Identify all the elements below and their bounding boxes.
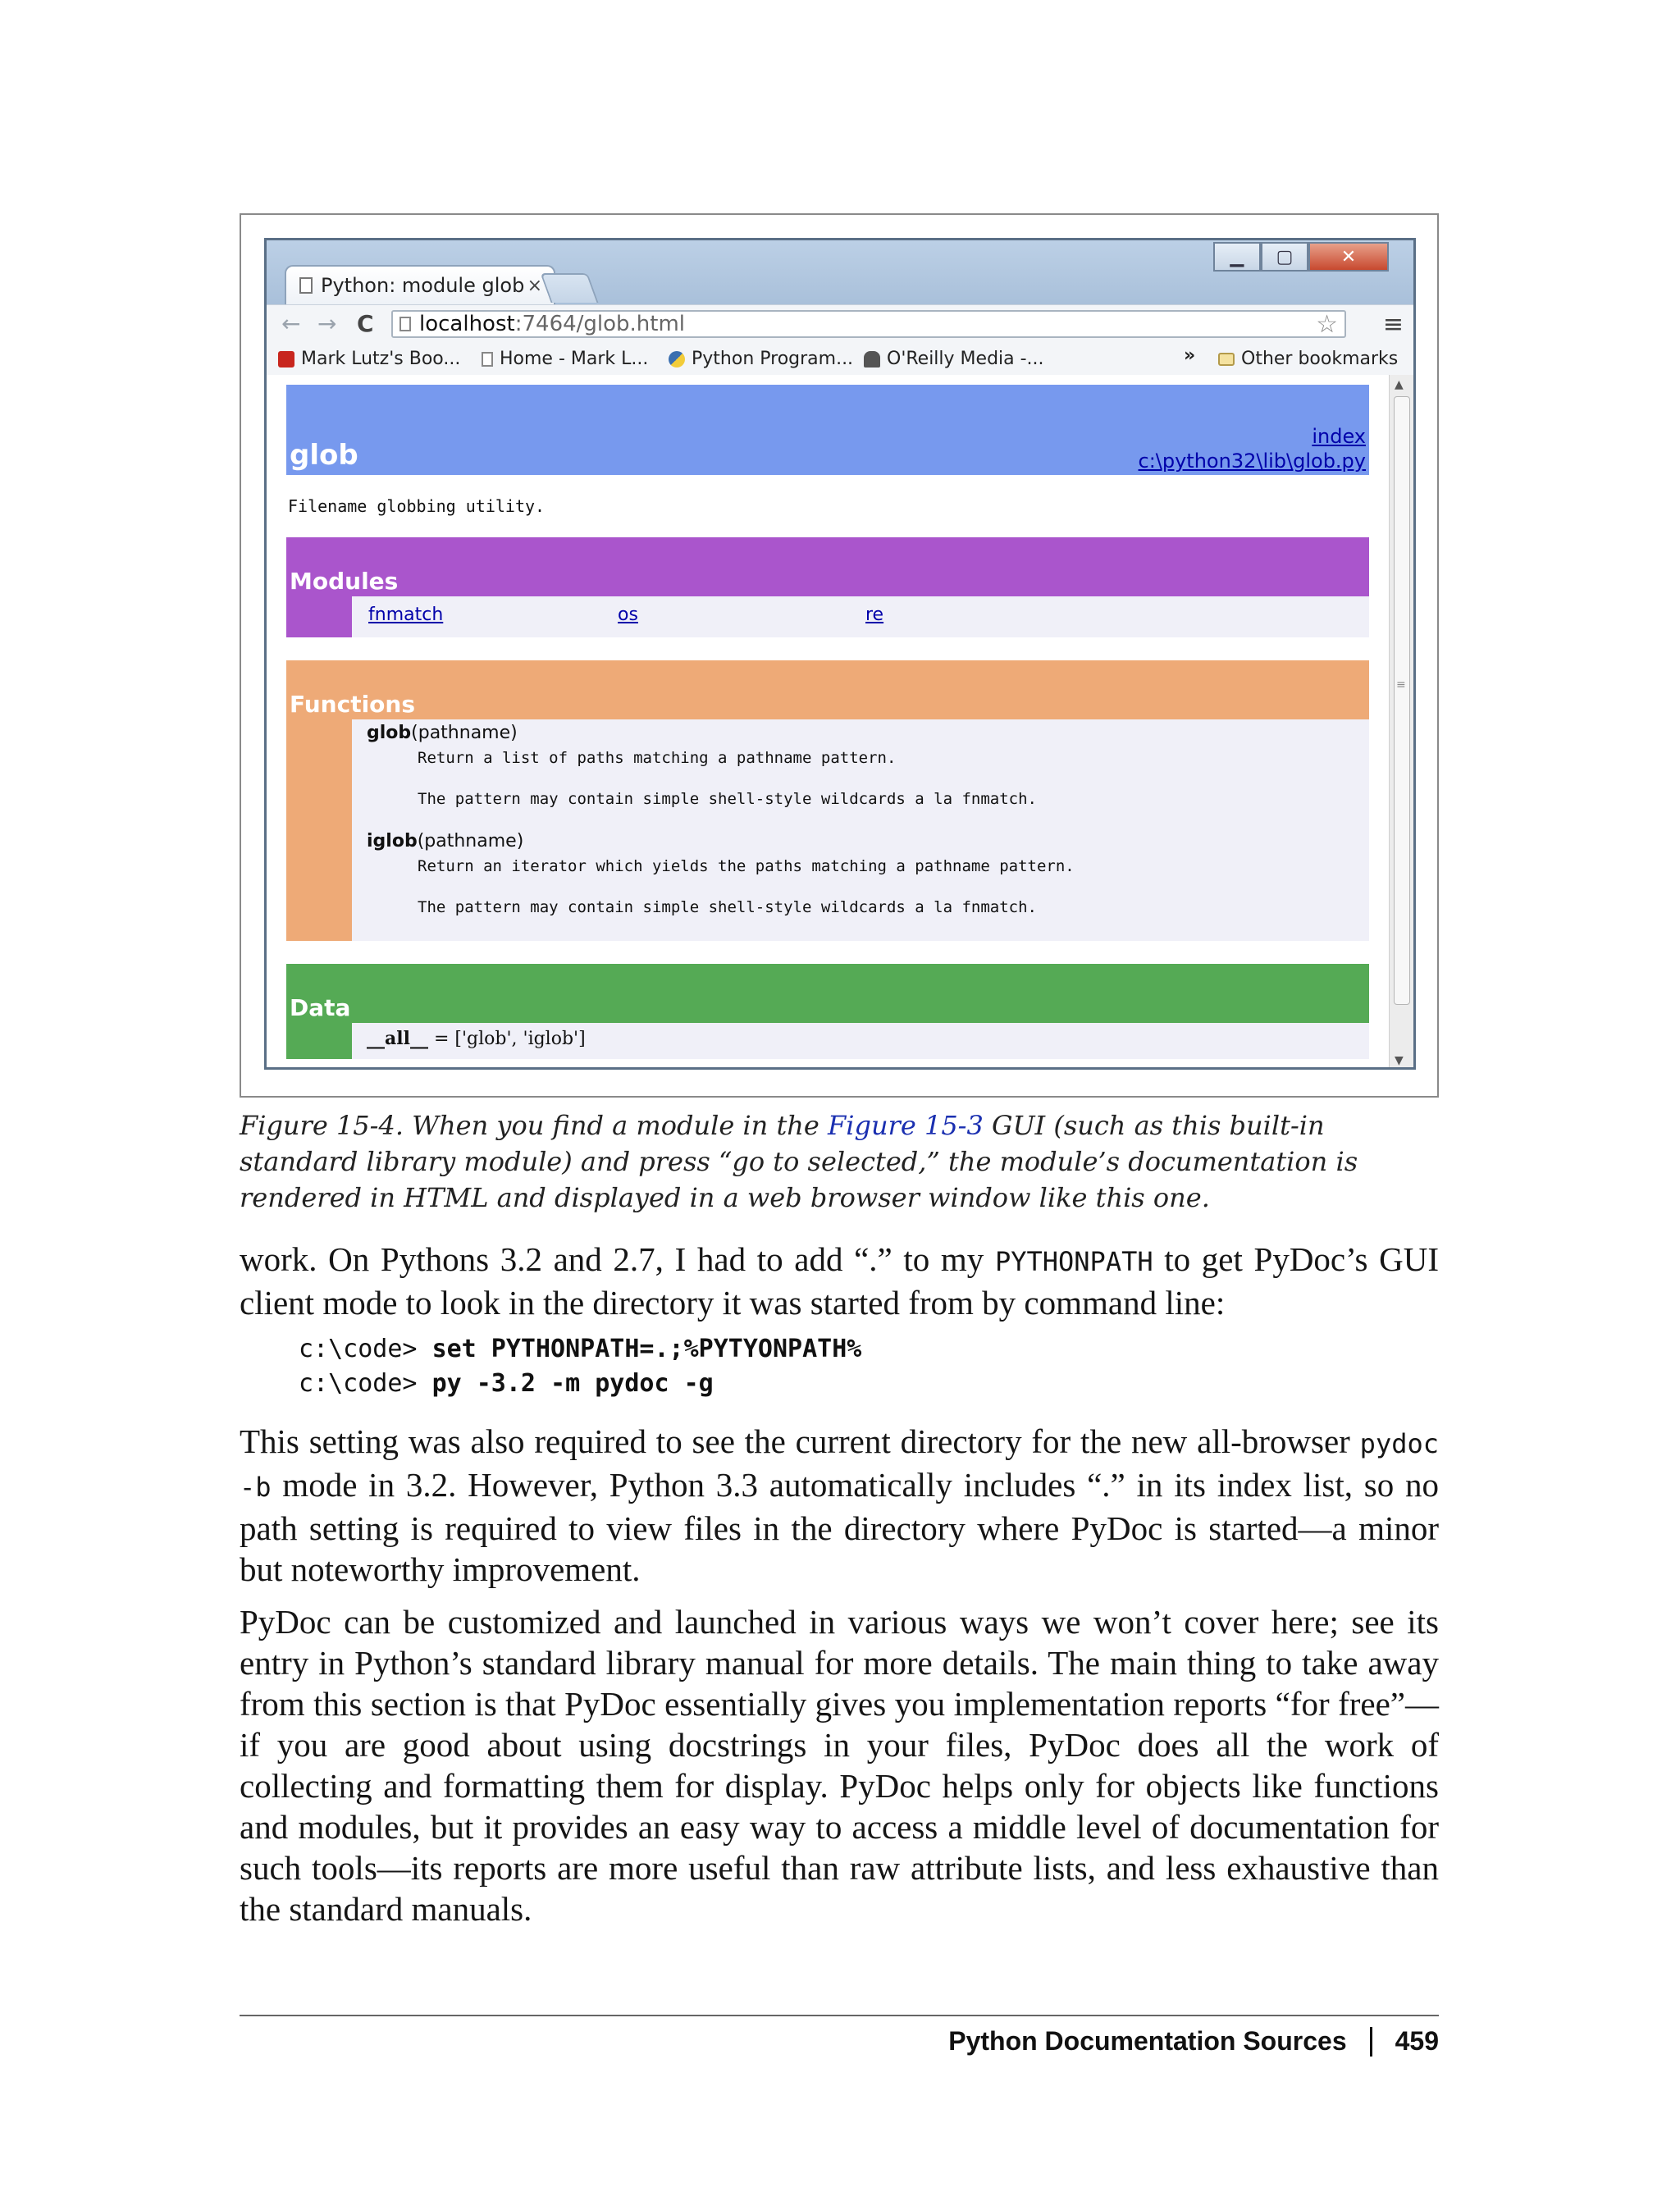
pydoc-document xyxy=(286,385,1369,1059)
other-bookmarks-folder[interactable]: Other bookmarks xyxy=(1218,349,1398,369)
url-path: :7464/glob.html xyxy=(514,312,686,336)
heading-links xyxy=(1139,424,1367,473)
bookmarks-bar xyxy=(267,342,1413,376)
address-bar[interactable] xyxy=(391,310,1346,338)
modules-body xyxy=(286,596,1369,637)
minimize-button[interactable]: ▁ xyxy=(1213,242,1261,272)
footer-rule xyxy=(240,2015,1439,2016)
module-title: glob xyxy=(290,439,358,472)
page-footer xyxy=(948,2026,1439,2057)
browser-toolbar xyxy=(267,304,1413,343)
modules-heading: Modules xyxy=(286,537,1369,596)
modules-section xyxy=(286,537,1369,637)
figure-caption: Figure 15-4. When you find a module in the Figure 15-3 GUI (such as this built-in standard library module) and press “go to selected,” the module’s documentation is rendered in HTML and displayed in a web browser window like this one. xyxy=(240,1110,1358,1213)
maximize-button[interactable]: ▢ xyxy=(1261,242,1308,272)
bookmark-mark-lutz-books[interactable]: Mark Lutz's Boo... xyxy=(278,349,460,369)
reload-icon[interactable]: C xyxy=(357,310,374,337)
bookmark-oreilly-media[interactable]: O'Reilly Media -... xyxy=(864,349,1044,369)
module-link-fnmatch[interactable]: fnmatch xyxy=(368,605,444,625)
paragraph-1: work. On Pythons 3.2 and 2.7, I had to add “.” to my PYTHONPATH to get PyDoc’s GUI client mode to look in the directory it was started from by command line: xyxy=(240,1240,1439,1322)
index-link[interactable]: index xyxy=(1312,425,1366,448)
scroll-up-arrow-icon[interactable]: ▲ xyxy=(1395,378,1404,391)
function-signature-iglob: iglob(pathname) xyxy=(367,831,524,851)
page-viewport xyxy=(267,375,1413,1070)
module-heading-bar xyxy=(286,385,1369,475)
vertical-scrollbar[interactable] xyxy=(1389,375,1413,1070)
functions-body xyxy=(286,719,1369,941)
bookmark-home-mark-lutz[interactable]: Home - Mark L... xyxy=(482,349,648,369)
function-doc-iglob-line2: The pattern may contain simple shell-style wildcards a la fnmatch. xyxy=(418,898,1037,916)
tab-title: Python: module glob xyxy=(321,274,525,297)
paragraph-2: This setting was also required to see the current directory for the new all-browser pydoc -b mode in 3.2. However, Python 3.3 automatically includes “.” in its index list, so no path setting is required to view files in the directory where PyDoc is started—a minor but noteworthy improvement. xyxy=(240,1422,1439,1588)
window-controls xyxy=(1213,242,1389,272)
python-logo-icon xyxy=(669,351,685,368)
data-all-entry: __all__ = ['glob', 'iglob'] xyxy=(367,1028,586,1049)
more-bookmarks-chevron-icon[interactable]: » xyxy=(1184,345,1196,366)
browser-tab[interactable] xyxy=(285,265,555,304)
footer-section-title: Python Documentation Sources xyxy=(948,2026,1347,2056)
tab-close-icon[interactable]: × xyxy=(527,275,542,296)
function-signature-glob: glob(pathname) xyxy=(367,723,518,743)
back-arrow-icon[interactable]: ← xyxy=(281,310,301,337)
lutz-logo-icon xyxy=(278,351,294,368)
module-link-os[interactable]: os xyxy=(618,605,638,625)
data-body xyxy=(286,1023,1369,1059)
bookmark-python-programming[interactable]: Python Program... xyxy=(669,349,853,369)
browser-window xyxy=(264,238,1416,1070)
scroll-grip-icon: ≡ xyxy=(1396,678,1406,692)
folder-icon xyxy=(1218,353,1235,366)
paragraph-3: PyDoc can be customized and launched in various ways we won’t cover here; see its entry in Python’s standard library manual for more details. The main thing to take away from this section is that PyDoc essentially gives you implementation reports “for free”—if you are good about using docstrings in your files, PyDoc does all the work of collecting and formatting them for display. PyDoc helps only for objects like functions and modules, but it provides an easy way to access a middle level of documentation for such tools—its reports are more useful than raw attribute lists, and less exhaustive than the standard manuals. xyxy=(240,1603,1439,1928)
page-number: 459 xyxy=(1395,2026,1439,2056)
page-icon xyxy=(299,277,313,294)
url-host: localhost xyxy=(419,312,515,336)
data-section xyxy=(286,964,1369,1059)
function-doc-glob-line1: Return a list of paths matching a pathname pattern. xyxy=(418,749,897,767)
figure-frame xyxy=(240,213,1439,1098)
oreilly-logo-icon xyxy=(864,351,880,368)
function-doc-glob-line2: The pattern may contain simple shell-style wildcards a la fnmatch. xyxy=(418,790,1037,808)
functions-heading: Functions xyxy=(286,660,1369,719)
close-window-button[interactable]: ✕ xyxy=(1308,242,1389,272)
forward-arrow-icon[interactable]: → xyxy=(317,310,337,337)
page-icon xyxy=(399,317,411,331)
new-tab-button[interactable] xyxy=(540,273,598,303)
browser-titlebar xyxy=(267,240,1413,304)
function-doc-iglob-line1: Return an iterator which yields the paths matching a pathname pattern. xyxy=(418,857,1075,875)
functions-section xyxy=(286,660,1369,941)
module-link-re[interactable]: re xyxy=(865,605,884,625)
menu-icon[interactable]: ≡ xyxy=(1382,310,1404,339)
footer-separator xyxy=(1370,2027,1372,2057)
bookmark-star-icon[interactable]: ☆ xyxy=(1316,310,1338,339)
source-file-link[interactable]: c:\python32\lib\glob.py xyxy=(1138,450,1366,472)
page-icon xyxy=(482,352,493,367)
scrollbar-thumb[interactable] xyxy=(1394,396,1410,1005)
scroll-down-arrow-icon[interactable]: ▼ xyxy=(1395,1054,1404,1067)
data-heading: Data xyxy=(286,964,1369,1023)
figure-cross-reference-link[interactable]: Figure 15-3 xyxy=(828,1110,984,1141)
module-docstring: Filename globbing utility. xyxy=(288,496,546,516)
code-block: c:\code> set PYTHONPATH=.;%PYTYONPATH% c:\code> py -3.2 -m pydoc -g xyxy=(299,1335,862,1398)
